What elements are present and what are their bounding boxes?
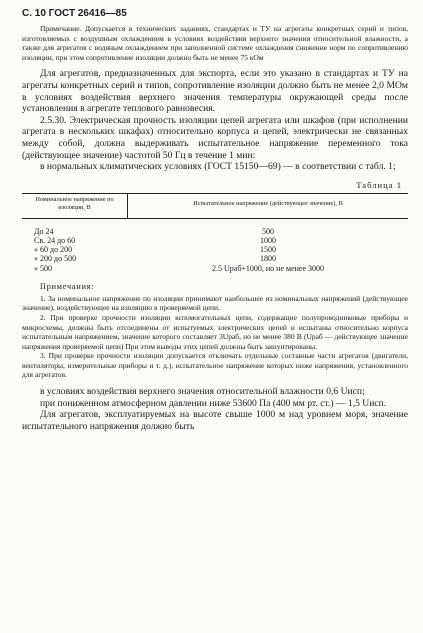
cell-nominal: До 24 bbox=[22, 218, 128, 236]
cell-test: 2.5 Uраб+1000, но не менее 3000 bbox=[211, 263, 325, 273]
cell-nominal: Св. 24 до 60 bbox=[22, 236, 128, 245]
page-header: С. 10 ГОСТ 26416—85 bbox=[22, 8, 127, 19]
note-2: 2. При проверке прочности изоляции вспомогательных цепи, содержащие полупроводниковые приборы и микросхемы, должны быть отсоединены от испытуемых электрических цепей и испытаны относительно корпуса испытательным напряжением, значение которого составляет 3Uраб, но не менее 380 В (Uраб — действующее значение напряжения проверяемой цепи) При этом выводы этих цепей должны быть зашунтированы. bbox=[22, 312, 408, 351]
document-page bbox=[22, 8, 408, 432]
notes-title: Примечания: bbox=[40, 281, 95, 291]
cell-test: 500 bbox=[262, 226, 274, 236]
cell-nominal: » 200 до 500 bbox=[22, 254, 128, 263]
table-row bbox=[22, 254, 408, 263]
table-row bbox=[22, 264, 408, 273]
table-row bbox=[22, 218, 408, 236]
cell-nominal: » 60 до 200 bbox=[22, 245, 128, 254]
para-normal-conditions: в нормальных климатических условиях (ГОСТ 15150—69) — в соответствии с табл. 1; bbox=[40, 161, 396, 173]
note-3: 3. При проверке прочности изоляции допускается отключать отдельные составные части агрегатов (двигатели, вентиляторы, измерительные приборы и т. д.), испытательное напряжение которых ниже напряжения, установленного для агрегатов. bbox=[22, 351, 408, 380]
col-test-header: Испытательное напряжение (действующее значение), В bbox=[128, 193, 409, 218]
para-humidity: в условиях воздействия верхнего значения относительной влажности 0,6 Uисп; bbox=[40, 386, 365, 398]
table-header-row bbox=[22, 193, 408, 218]
para-export: Для агрегатов, предназначенных для экспорта, если это указано в стандартах и ТУ на агрегаты конкретных серий и типов, сопротивление изоляции должно быть не менее 2,0 МОм в условиях воздействия верхнего значения температуры окружающей среды после установления в агрегате теплового равновесия. bbox=[22, 68, 408, 115]
para-pressure: при пониженном атмосферном давлении ниже 53600 Па (400 мм рт. ст.) — 1,5 Uисп. bbox=[40, 397, 387, 409]
col-nominal-header: Номинальное напряжение по изоляции, В bbox=[22, 193, 128, 218]
table-1 bbox=[22, 193, 408, 273]
table-caption: Таблица 1 bbox=[356, 179, 402, 190]
para-2530: 2.5.30. Электрическая прочность изоляции цепей агрегата или шкафов (при исполнении агрегата в нескольких шкафах) относительно корпуса и цепей, электрически не связанных между собой, должна выдерживать испытательное напряжение переменного тока (действующее значение) частотой 50 Гц в течение 1 мин: bbox=[22, 114, 408, 161]
cell-test: 1500 bbox=[260, 245, 276, 255]
para-altitude: Для агрегатов, эксплуатируемых на высоте свыше 1000 м над уровнем моря, значение испытательного напряжения должно быть bbox=[22, 409, 408, 432]
cell-nominal: » 500 bbox=[22, 264, 128, 273]
table-row bbox=[22, 236, 408, 245]
cell-test: 1000 bbox=[260, 235, 276, 245]
note-1: 1. За номинальное напряжение по изоляции принимают наибольшее из номинальных напряжений (действующее значение), воздействующее на изоляцию в проверяемой цепи. bbox=[22, 293, 408, 313]
cell-test: 1800 bbox=[260, 254, 276, 264]
note-top: Примечание. Допускается в технических заданиях, стандартах и ТУ на агрегаты конкретных серий и типов, изготовляемых с воздушным охлаждением в условиях воздействия верхнего значения относительной влажности, а также для агрегатов с водяным охлаждением при заполненной системе охлаждения снижение норм по сопротивлению изоляции, при этом сопротивление изоляции должно быть не менее 75 кОм bbox=[22, 24, 408, 62]
table-row bbox=[22, 245, 408, 254]
